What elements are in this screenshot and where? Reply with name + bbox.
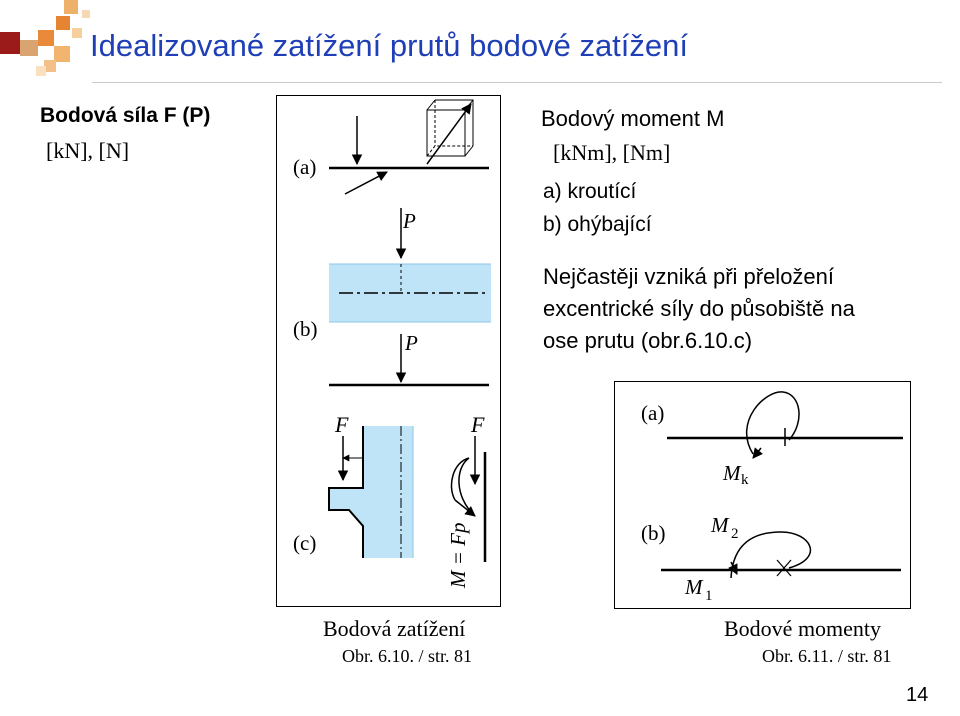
figure2-source: Obr. 6.11. / str. 81 [762, 646, 892, 666]
fig2-label-b: (b) [641, 521, 666, 545]
figure1-source: Obr. 6.10. / str. 81 [342, 646, 473, 666]
force-units: [kN], [N] [46, 138, 130, 163]
column-with-bracket [329, 426, 413, 558]
paragraph-line-3: ose prutu (obr.6.10.c) [543, 328, 753, 353]
torque-arc [747, 392, 799, 454]
fig1-label-b: (b) [293, 317, 318, 341]
title-rule [92, 82, 942, 83]
fig1-label-a: (a) [293, 155, 317, 179]
moment-units: [kNm], [Nm] [553, 140, 671, 165]
moment-Mk-subscript: k [741, 472, 749, 488]
moment-heading: Bodový moment M [541, 106, 725, 131]
figure2-caption: Bodové momenty [724, 616, 882, 641]
inclined-force-arrow [345, 172, 387, 194]
moment-M2-label: M [711, 513, 729, 537]
paragraph-line-2: excentrické síly do působiště na [543, 296, 855, 321]
moment-Mk-label: M [723, 461, 741, 485]
force-parallelepiped [427, 100, 473, 164]
moment-item-a: a) kroutící [543, 180, 637, 203]
moment-equation-label: M = Fp [446, 522, 470, 588]
fig1-label-c: (c) [293, 531, 317, 555]
moment-M1-subscript: 1 [705, 588, 713, 604]
figure-point-moments [614, 381, 911, 609]
page-number: 14 [906, 684, 929, 706]
page-title: Idealizované zatížení prutů bodové zatížení [90, 28, 689, 63]
figure-point-loads [276, 95, 501, 607]
moment-M2-subscript: 2 [731, 526, 739, 542]
fig2-label-a: (a) [641, 401, 665, 425]
moment-M1-label: M [685, 575, 703, 599]
moment-item-b: b) ohýbající [543, 213, 652, 236]
figure1-caption: Bodová zatížení [323, 616, 466, 641]
paragraph-line-1: Nejčastěji vzniká při přeložení [543, 264, 835, 289]
force-heading: Bodová síla F (P) [40, 104, 211, 127]
load-P-bottom-label: P [405, 331, 418, 355]
force-F-right-label: F [471, 412, 485, 437]
force-F-left-label: F [335, 412, 349, 437]
load-P-top-label: P [403, 209, 416, 233]
